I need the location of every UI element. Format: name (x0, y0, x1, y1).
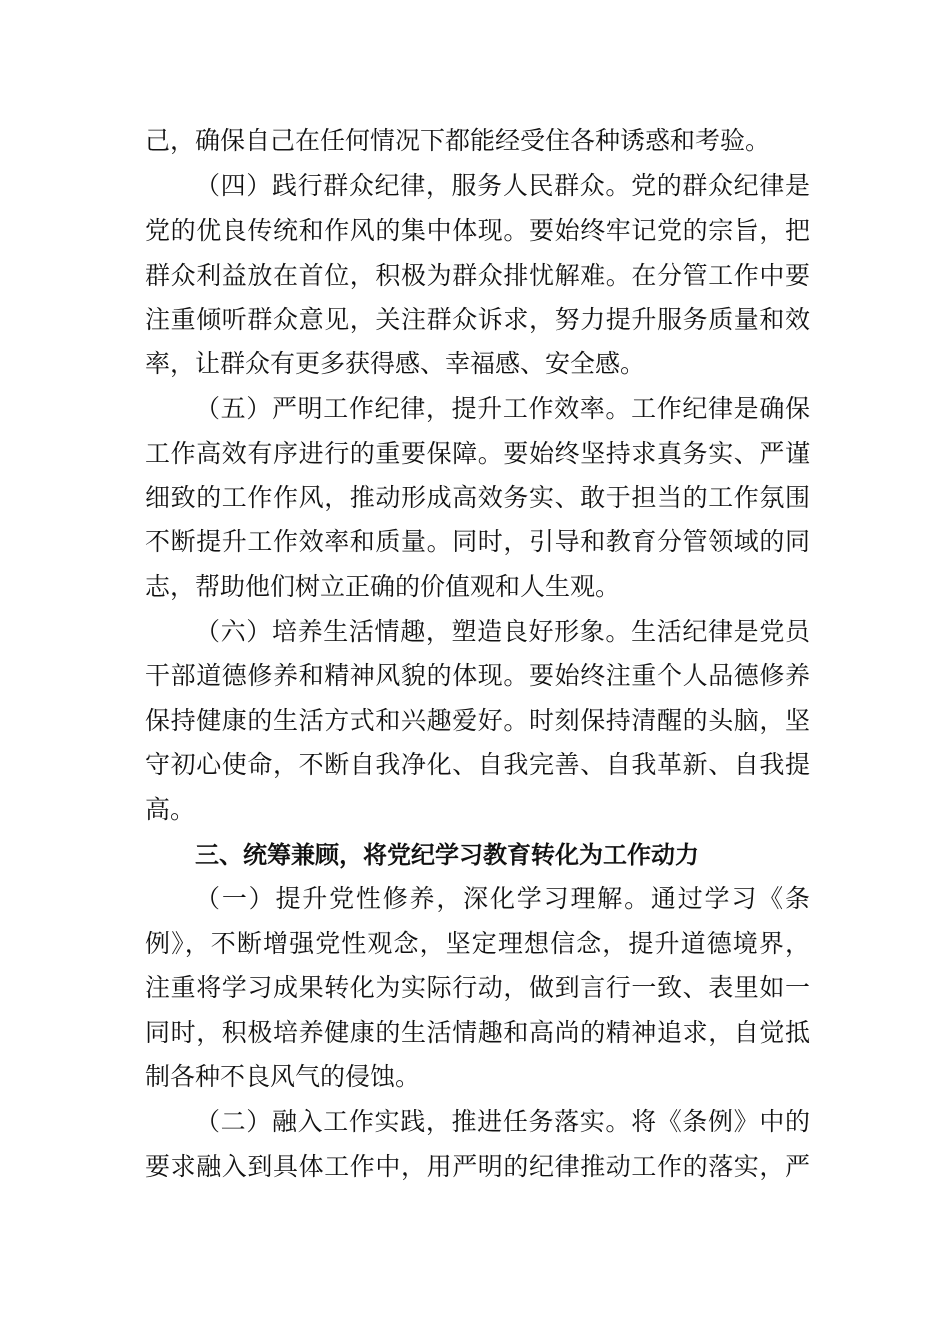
section-heading: 三、统筹兼顾，将党纪学习教育转化为工作动力 (195, 841, 699, 869)
text-line: 工作高效有序进行的重要保障。要始终坚持求真务实、严谨 (145, 439, 810, 468)
text-line: 不断提升工作效率和质量。同时，引导和教育分管领域的同 (145, 527, 810, 556)
text-line: 守初心使命，不断自我净化、自我完善、自我革新、自我提 (145, 750, 810, 779)
paragraph-first-line: （五）严明工作纪律，提升工作效率。工作纪律是确保 (195, 394, 810, 423)
text-line: 保持健康的生活方式和兴趣爱好。时刻保持清醒的头脑，坚 (145, 706, 810, 735)
text-line: 党的优良传统和作风的集中体现。要始终牢记党的宗旨，把 (145, 216, 810, 245)
text-line: 要求融入到具体工作中，用严明的纪律推动工作的落实，严 (145, 1152, 810, 1181)
text-line: 率，让群众有更多获得感、幸福感、安全感。 (145, 349, 646, 378)
text-line: 例》，不断增强党性观念，坚定理想信念，提升道德境界， (145, 929, 810, 958)
text-line: 干部道德修养和精神风貌的体现。要始终注重个人品德修养 (145, 661, 810, 690)
text-line: 注重将学习成果转化为实际行动，做到言行一致、表里如一 (145, 973, 810, 1002)
text-line: 细致的工作作风，推动形成高效务实、敢于担当的工作氛围 (145, 483, 810, 512)
text-line: 高。 (145, 795, 196, 824)
text-line: 志，帮助他们树立正确的价值观和人生观。 (145, 572, 621, 601)
text-line: 同时，积极培养健康的生活情趣和高尚的精神追求，自觉抵 (145, 1018, 810, 1047)
paragraph-first-line: （四）践行群众纪律，服务人民群众。党的群众纪律是 (195, 171, 810, 200)
text-line: 注重倾听群众意见，关注群众诉求，努力提升服务质量和效 (145, 305, 810, 334)
text-line: 己，确保自己在任何情况下都能经受住各种诱惑和考验。 (145, 126, 771, 155)
text-line: 制各种不良风气的侵蚀。 (145, 1062, 421, 1091)
paragraph-first-line: （二）融入工作实践，推进任务落实。将《条例》中的 (195, 1107, 810, 1136)
paragraph-first-line: （一）提升党性修养，深化学习理解。通过学习《条 (195, 884, 810, 913)
text-line: 群众利益放在首位，积极为群众排忧解难。在分管工作中要 (145, 261, 810, 290)
paragraph-first-line: （六）培养生活情趣，塑造良好形象。生活纪律是党员 (195, 617, 810, 646)
